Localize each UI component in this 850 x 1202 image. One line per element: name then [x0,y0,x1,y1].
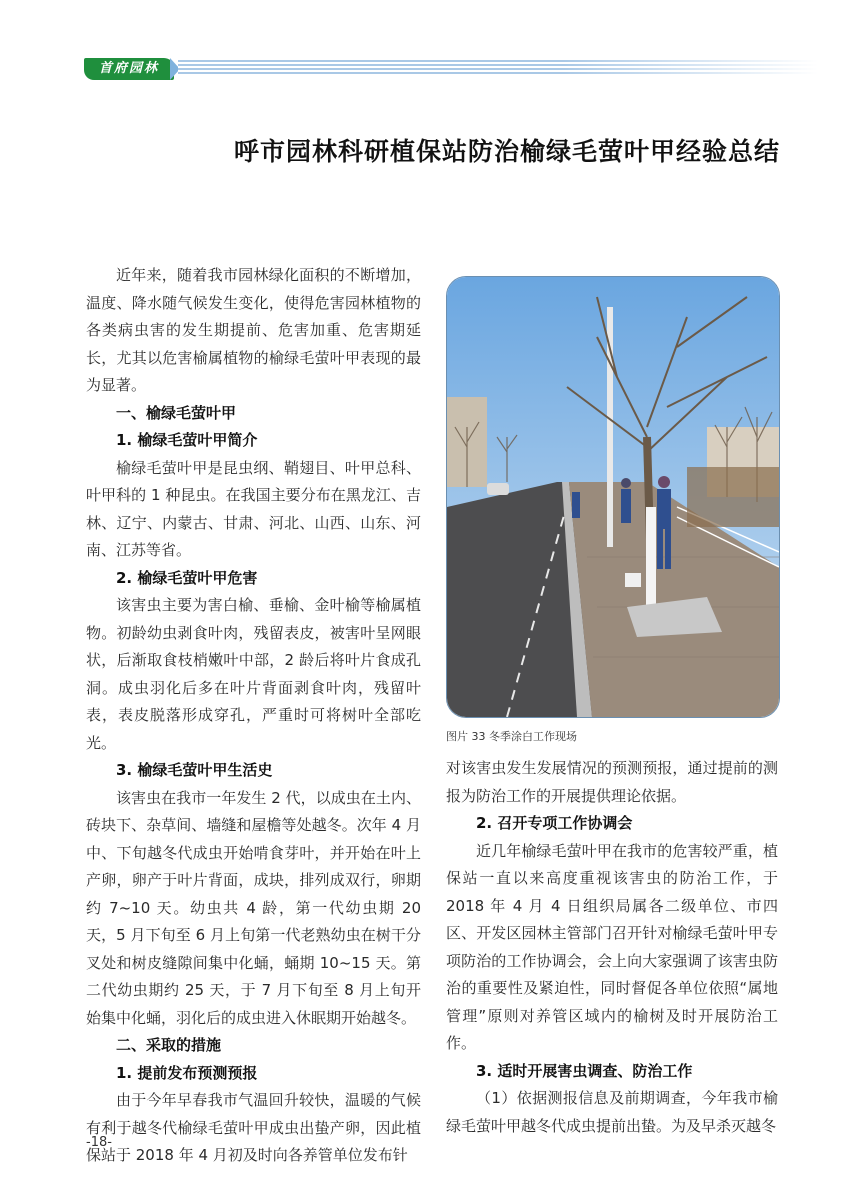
street-photo-illustration [447,277,779,717]
photo-figure [446,276,780,718]
left-text-column [86,262,421,1170]
paragraph: 该害虫在我市一年发生 2 代，以成虫在土内、砖块下、杂草间、墙缝和屋檐等处越冬。次年 4 月中、下旬越冬代成虫开始啃食芽叶，并开始在叶上产卵，卵产于叶片背面，成块，排列成双行，卵期约 7~10 天。幼虫共 4 龄，第一代幼虫期 20 天，5 月下旬至 6 月上旬第一代老熟幼虫在树干分叉处和树皮缝隙间集中化蛹，蛹期 10~15 天。第二代幼虫期约 25 天，于 7 月下旬至 8 月上旬开始集中化蛹，羽化后的成虫进入休眠期开始越冬。 [86,788,421,1027]
section-heading: 二、采取的措施 [116,1036,222,1054]
subsection-heading: 1. 榆绿毛萤叶甲简介 [116,431,258,449]
article-title: 呼市园林科研植保站防治榆绿毛萤叶甲经验总结 [233,137,780,166]
paragraph: 由于今年早春我市气温回升较快，温暖的气候有利于越冬代榆绿毛萤叶甲成虫出蛰产卵，因此植保站于 2018 年 4 月初及时向各养管单位发布针 [86,1091,421,1164]
paragraph: 对该害虫发生发展情况的预测预报，通过提前的测报为防治工作的开展提供理论依据。 [446,759,778,805]
section-heading: 一、榆绿毛萤叶甲 [116,403,237,422]
subsection-heading: 2. 召开专项工作协调会 [476,814,633,832]
section-badge: 首府园林 [84,58,174,80]
right-text-column [446,755,778,1140]
paragraph: 近年来，随着我市园林绿化面积的不断增加，温度、降水随气候发生变化，使得危害园林植物的各类病虫害的发生期提前、危害加重、危害期延长，尤其以危害榆属植物的榆绿毛萤叶甲表现的最为显著。 [86,266,421,394]
figure-caption: 图片 33 冬季涂白工作现场 [446,730,577,743]
paragraph: 近几年榆绿毛萤叶甲在我市的危害较严重，植保站一直以来高度重视该害虫的防治工作，于 2018 年 4 月 4 日组织局属各二级单位、市四区、开发区园林主管部门召开针对榆绿毛萤叶甲专项防治的工作协调会，会上向大家强调了该害虫防治的重要性及紧迫性，同时督促各单位依照“属地管理”原则对养管区域内的榆树及时开展防治工作。 [446,841,778,1052]
paragraph: （1）依据测报信息及前期调查，今年我市榆绿毛萤叶甲越冬代成虫提前出蛰。为及早杀灭越冬 [446,1089,778,1135]
subsection-heading: 2. 榆绿毛萤叶甲危害 [116,568,258,587]
subsection-heading: 1. 提前发布预测预报 [116,1063,258,1082]
subsection-heading: 3. 适时开展害虫调查、防治工作 [476,1061,693,1080]
paragraph: 榆绿毛萤叶甲是昆虫纲、鞘翅目、叶甲总科、叶甲科的 1 种昆虫。在我国主要分布在黑龙江、吉林、辽宁、内蒙古、甘肃、河北、山西、山东、河南、江苏等省。 [86,458,421,559]
subsection-heading: 3. 榆绿毛萤叶甲生活史 [116,761,273,779]
header-stripe-decoration [178,60,818,76]
paragraph: 该害虫主要为害白榆、垂榆、金叶榆等榆属植物。初龄幼虫剥食叶肉，残留表皮，被害叶呈网眼状，后渐取食枝梢嫩叶中部，2 龄后将叶片食成孔洞。成虫羽化后多在叶片背面剥食叶肉，残留叶表，表皮脱落形成穿孔，严重时可将树叶全部吃光。 [86,596,421,752]
page-number: -18- [86,1135,112,1150]
